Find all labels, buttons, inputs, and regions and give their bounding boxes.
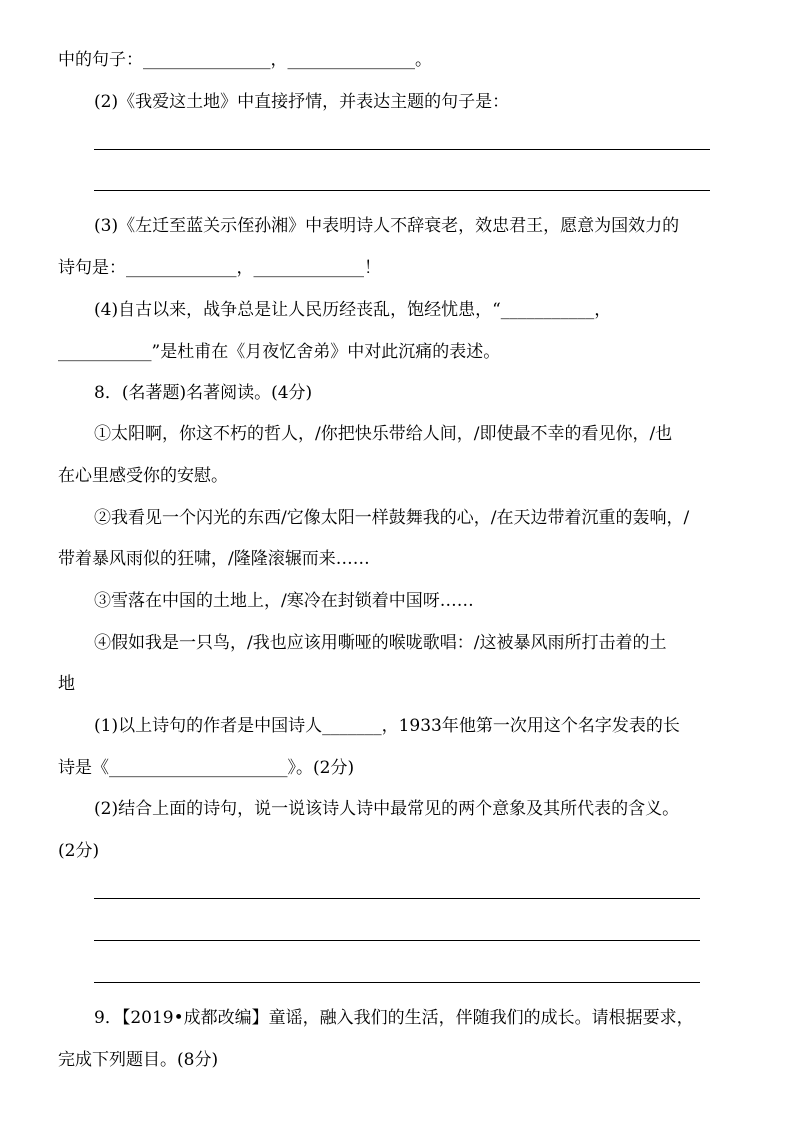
- question-7-4: (4)自古以来，战争总是让人民历经丧乱，饱经忧患，“___________，: [94, 300, 612, 320]
- poem-excerpt-1-cont: 在心里感受你的安慰。: [58, 466, 228, 486]
- text-line: 中的句子：_______________，_______________。: [58, 50, 432, 70]
- text-line: (2分): [58, 841, 100, 861]
- answer-line: [94, 190, 710, 191]
- poem-excerpt-1: ①太阳啊，你这不朽的哲人，/你把快乐带给人间，/即使最不幸的看见你，/也: [94, 424, 673, 444]
- poem-excerpt-4-cont: 地: [58, 674, 75, 694]
- question-8-1: (1)以上诗句的作者是中国诗人_______，1933年他第一次用这个名字发表的长: [94, 716, 680, 736]
- text-line: 完成下列题目。(8分): [58, 1050, 219, 1070]
- poem-excerpt-3: ③雪落在中国的土地上，/寒冷在封锁着中国呀……: [94, 591, 474, 611]
- text-line: ___________”是杜甫在《月夜忆舍弟》中对此沉痛的表述。: [58, 342, 501, 362]
- question-7-2: (2)《我爱这土地》中直接抒情，并表达主题的句子是：: [94, 92, 510, 112]
- answer-line: [94, 149, 710, 150]
- poem-excerpt-2-cont: 带着暴风雨似的狂啸，/隆隆滚辗而来……: [58, 549, 370, 569]
- text-line: 诗句是：_____________，_____________！: [58, 258, 381, 278]
- answer-line: [94, 982, 700, 983]
- question-8: 8．(名著题)名著阅读。(4分): [94, 383, 313, 403]
- question-7-3: (3)《左迁至蓝关示侄孙湘》中表明诗人不辞衰老，效忠君王，愿意为国效力的: [94, 216, 680, 236]
- poem-excerpt-2: ②我看见一个闪光的东西/它像太阳一样鼓舞我的心，/在天边带着沉重的轰响，/: [94, 508, 690, 528]
- text-line: 诗是《_____________________》。(2分): [58, 758, 355, 778]
- question-9: 9．【2019•成都改编】童谣，融入我们的生活，伴随我们的成长。请根据要求，: [94, 1008, 694, 1028]
- answer-line: [94, 940, 700, 941]
- question-8-2: (2)结合上面的诗句，说一说该诗人诗中最常见的两个意象及其所代表的含义。: [94, 799, 680, 819]
- answer-line: [94, 898, 700, 899]
- poem-excerpt-4: ④假如我是一只鸟，/我也应该用嘶哑的喉咙歌唱：/这被暴风雨所打击着的土: [94, 633, 667, 653]
